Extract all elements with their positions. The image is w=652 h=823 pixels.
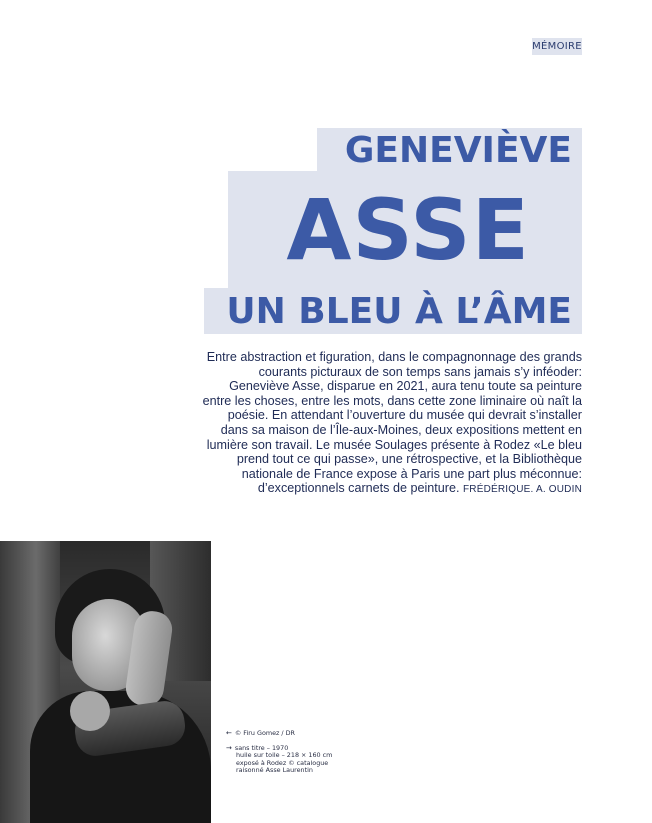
lead-text: Entre abstraction et figuration, dans le compagnonnage des grands courants picturaux de son temps sans jamais s’y inféoder: Geneviève Asse, disparue en 2021, aura tenu toute sa peinture entre les choses, entre les mots, dans cette zone liminaire où naît la poésie. En attendant l’ouverture du musée qui devrait s’installer dans sa maison de l’Île-aux-Moines, deux expositions mettent en lumière son travail. Le musée Soulages présente à Rodez «Le bleu prend tout ce qui passe», une rétrospective, et la Bibliothèque nationale de France expose à Paris une part plus méconnue: d’exceptionnels carnets de peinture.	[202, 350, 582, 496]
caption-line: exposé à Rodez © catalogue	[236, 758, 329, 767]
photo-credit	[226, 730, 295, 737]
photo-credit-text: © Firu Gomez / DR	[234, 729, 295, 737]
arrow-left-icon: ←	[226, 729, 232, 737]
portrait-photo	[0, 541, 211, 823]
caption-line: raisonné Asse Laurentin	[236, 766, 313, 775]
artwork-caption	[226, 745, 332, 775]
arrow-right-icon: →	[226, 744, 232, 752]
headline-line-3: UN BLEU À L’ÂME	[204, 288, 582, 334]
caption-line: huile sur toile – 218 × 160 cm	[236, 751, 333, 760]
author-byline: FRÉDÉRIQUE. A. OUDIN	[462, 484, 582, 496]
lead-paragraph	[200, 350, 582, 498]
section-tag: MÉMOIRE	[532, 38, 582, 55]
headline-line-2: ASSE	[228, 171, 582, 289]
caption-line: sans titre – 1970	[234, 744, 289, 752]
headline-line-1: GENEVIÈVE	[317, 128, 582, 172]
